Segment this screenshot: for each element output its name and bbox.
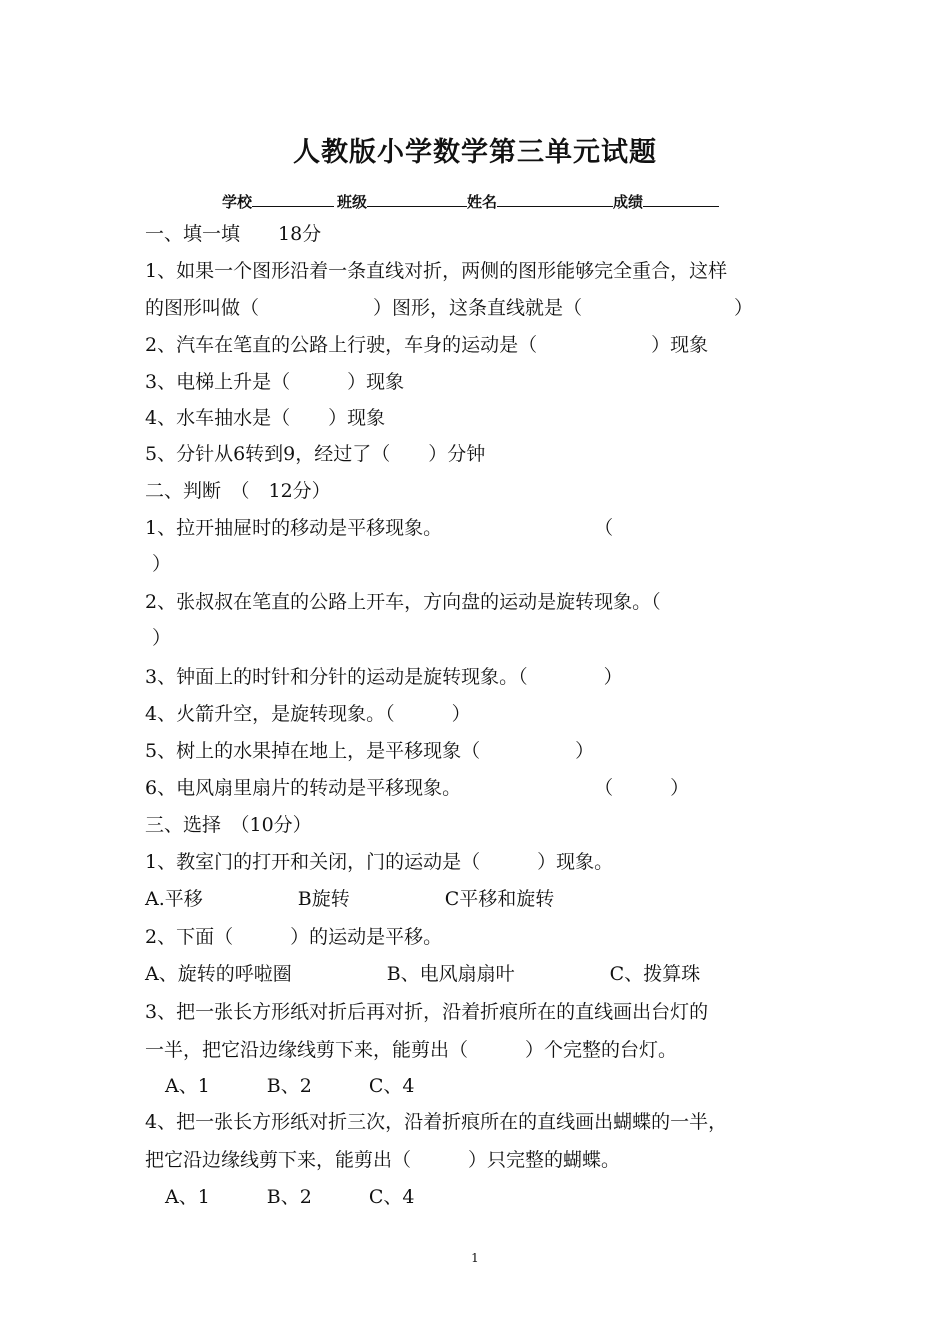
question-line: 的图形叫做（ ）图形，这条直线就是（ ） bbox=[145, 297, 754, 319]
question-line: 2、下面（ ）的运动是平移。 bbox=[145, 926, 443, 948]
question-line: 3、把一张长方形纸对折后再对折，沿着折痕所在的直线画出台灯的 bbox=[145, 1001, 709, 1023]
section-2-heading: 二、判断 （ 12分） bbox=[145, 480, 331, 502]
question-line: 4、火箭升空，是旋转现象。（ ） bbox=[145, 703, 471, 725]
answer-options: A、1 B、2 C、4 bbox=[165, 1075, 415, 1097]
question-line: 4、把一张长方形纸对折三次，沿着折痕所在的直线画出蝴蝶的一半， bbox=[145, 1111, 728, 1133]
question-line: 2、汽车在笔直的公路上行驶，车身的运动是（ ）现象 bbox=[145, 334, 709, 356]
answer-options: A、旋转的呼啦圈 B、电风扇扇叶 C、拨算珠 bbox=[145, 963, 701, 985]
section-3-heading: 三、选择 （10分） bbox=[145, 814, 312, 836]
question-line: ） bbox=[152, 553, 172, 575]
question-line: 把它沿边缘线剪下来，能剪出（ ）只完整的蝴蝶。 bbox=[145, 1149, 621, 1171]
section-1-heading: 一、填一填 18分 bbox=[145, 223, 322, 245]
question-line: 5、分针从6转到9，经过了（ ）分钟 bbox=[145, 443, 486, 465]
question-line: 1、拉开抽屉时的移动是平移现象。 （ bbox=[145, 517, 614, 539]
question-line: 4、水车抽水是（ ）现象 bbox=[145, 407, 386, 429]
question-line: 3、电梯上升是（ ）现象 bbox=[145, 371, 405, 393]
question-line: 3、钟面上的时针和分针的运动是旋转现象。（ ） bbox=[145, 666, 623, 688]
student-info-row bbox=[222, 190, 719, 212]
question-line: 一半，把它沿边缘线剪下来，能剪出（ ）个完整的台灯。 bbox=[145, 1039, 678, 1061]
page-title: 人教版小学数学第三单元试题 bbox=[293, 137, 657, 168]
question-line: 1、如果一个图形沿着一条直线对折，两侧的图形能够完全重合，这样 bbox=[145, 260, 728, 282]
class-label: 班级 bbox=[337, 193, 368, 211]
school-label: 学校 bbox=[222, 193, 253, 211]
score-blank bbox=[643, 190, 719, 207]
answer-options: A、1 B、2 C、4 bbox=[165, 1186, 415, 1208]
name-blank bbox=[497, 190, 613, 207]
name-label: 姓名 bbox=[467, 193, 498, 211]
question-line: 6、电风扇里扇片的转动是平移现象。 （ ） bbox=[145, 777, 690, 799]
question-line: ） bbox=[152, 627, 172, 649]
question-line: 1、教室门的打开和关闭，门的运动是（ ）现象。 bbox=[145, 851, 614, 873]
school-blank bbox=[252, 190, 334, 207]
page-number: 1 bbox=[471, 1251, 479, 1265]
class-blank bbox=[367, 190, 467, 207]
question-line: 2、张叔叔在笔直的公路上开车，方向盘的运动是旋转现象。（ bbox=[145, 591, 661, 613]
question-line: 5、树上的水果掉在地上，是平移现象（ ） bbox=[145, 740, 595, 762]
score-label: 成绩 bbox=[613, 193, 644, 211]
answer-options: A.平移 B旋转 C平移和旋转 bbox=[145, 888, 555, 910]
